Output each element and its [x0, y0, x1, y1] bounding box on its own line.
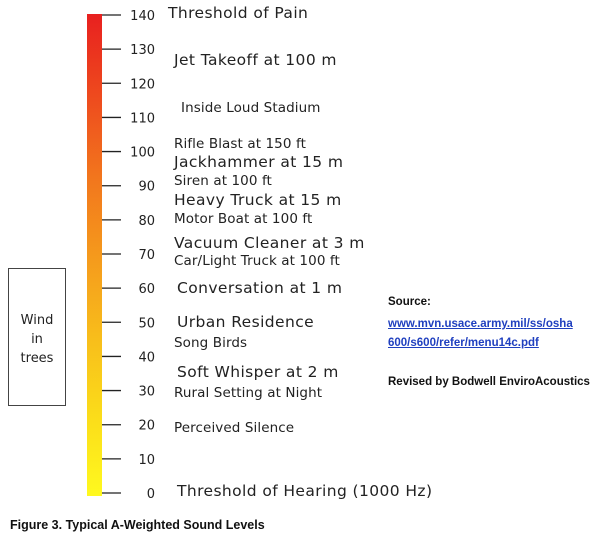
level-label-8: Vacuum Cleaner at 3 m [174, 233, 365, 252]
level-label-5: Siren at 100 ft [174, 173, 272, 190]
tick-label-130: 130 [130, 43, 155, 59]
tick-label-30: 30 [138, 384, 155, 400]
tick-label-40: 40 [138, 350, 155, 366]
tick-label-110: 110 [130, 111, 155, 127]
figure-caption: Figure 3. Typical A-Weighted Sound Levels [10, 518, 265, 532]
tick-label-80: 80 [138, 213, 155, 229]
wind-in-trees-box [8, 268, 66, 406]
level-label-6: Heavy Truck at 15 m [174, 190, 342, 209]
tick-label-100: 100 [130, 145, 155, 161]
level-label-14: Rural Setting at Night [174, 385, 323, 402]
decibel-color-bar [87, 14, 102, 496]
source-url-line-2[interactable]: 600/s600/refer/menu14c.pdf [388, 337, 539, 349]
level-label-10: Conversation at 1 m [177, 279, 343, 298]
level-label-2: Inside Loud Stadium [181, 100, 321, 117]
level-label-11: Urban Residence [177, 313, 315, 332]
wind-line-2: in [31, 332, 43, 347]
wind-line-3: trees [20, 351, 54, 366]
tick-label-70: 70 [138, 248, 155, 263]
tick-label-90: 90 [138, 179, 155, 195]
level-label-16: Threshold of Hearing (1000 Hz) [177, 482, 433, 501]
source-heading: Source: [388, 296, 431, 308]
level-label-4: Jackhammer at 15 m [174, 153, 344, 172]
level-label-12: Song Birds [174, 335, 248, 352]
tick-label-10: 10 [138, 452, 155, 468]
tick-label-0: 0 [146, 487, 155, 502]
tick-label-20: 20 [138, 418, 155, 434]
tick-label-120: 120 [130, 77, 155, 93]
tick-label-50: 50 [138, 316, 155, 332]
level-label-3: Rifle Blast at 150 ft [174, 136, 306, 152]
revised-by-note: Revised by Bodwell EnviroAcoustics [388, 376, 590, 388]
level-label-15: Perceived Silence [174, 420, 295, 437]
level-label-1: Jet Takeoff at 100 m [174, 51, 337, 70]
tick-label-60: 60 [138, 282, 155, 298]
source-url-line-1[interactable]: www.mvn.usace.army.mil/ss/osha [388, 318, 573, 330]
wind-line-1: Wind [20, 313, 54, 328]
level-label-9: Car/Light Truck at 100 ft [174, 253, 340, 270]
level-label-7: Motor Boat at 100 ft [174, 211, 313, 228]
level-label-13: Soft Whisper at 2 m [177, 362, 339, 381]
tick-label-140: 140 [130, 9, 155, 24]
level-label-0: Threshold of Pain [168, 4, 309, 23]
